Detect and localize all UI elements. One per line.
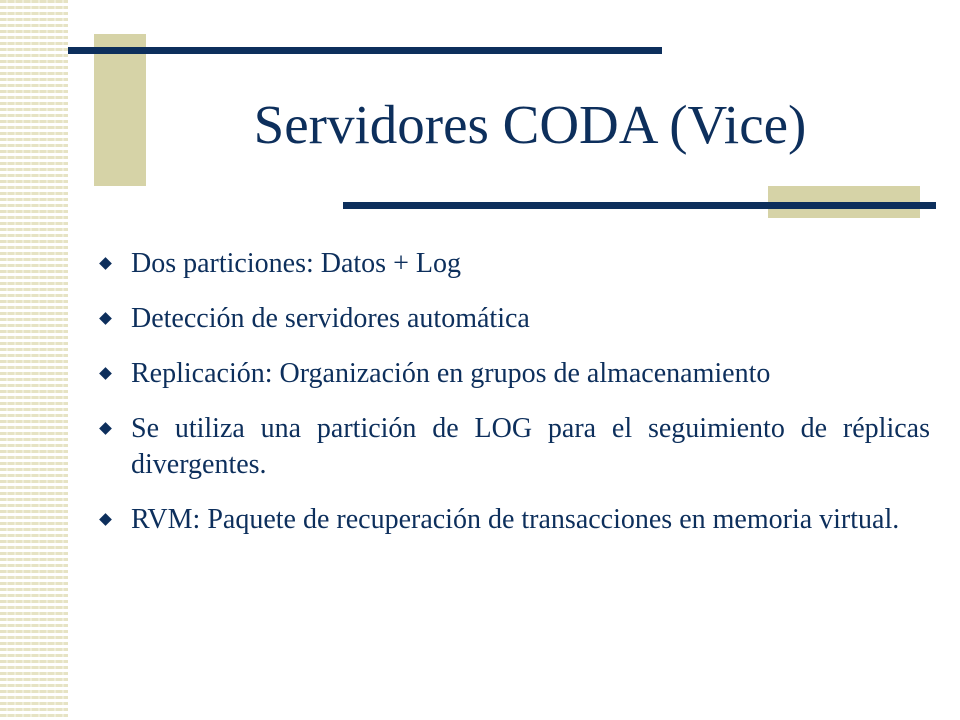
bullet-list — [100, 246, 930, 557]
diamond-icon — [99, 312, 112, 325]
bullet-item — [100, 246, 930, 282]
diamond-icon — [99, 513, 112, 526]
bullet-text: RVM: Paquete de recuperación de transacciones en memoria virtual. — [131, 504, 900, 535]
bullet-item — [100, 502, 930, 538]
decorative-navy-bar-bottom — [343, 202, 936, 209]
slide-title: Servidores CODA (Vice) — [253, 94, 807, 155]
bullet-text: Detección de servidores automática — [131, 303, 530, 334]
bullet-item — [100, 411, 930, 483]
decorative-navy-bar-top — [68, 47, 662, 54]
diamond-icon — [99, 422, 112, 435]
bullet-text: Se utiliza una partición de LOG para el seguimiento de réplicas divergentes. — [131, 413, 930, 480]
bullet-item — [100, 301, 930, 337]
bullet-item — [100, 356, 930, 392]
bullet-text: Replicación: Organización en grupos de almacenamiento — [131, 358, 771, 389]
decorative-tan-block-top — [94, 34, 146, 186]
bullet-text: Dos particiones: Datos + Log — [131, 248, 461, 279]
left-stripe-pattern — [0, 0, 68, 720]
diamond-icon — [99, 367, 112, 380]
diamond-icon — [99, 257, 112, 270]
